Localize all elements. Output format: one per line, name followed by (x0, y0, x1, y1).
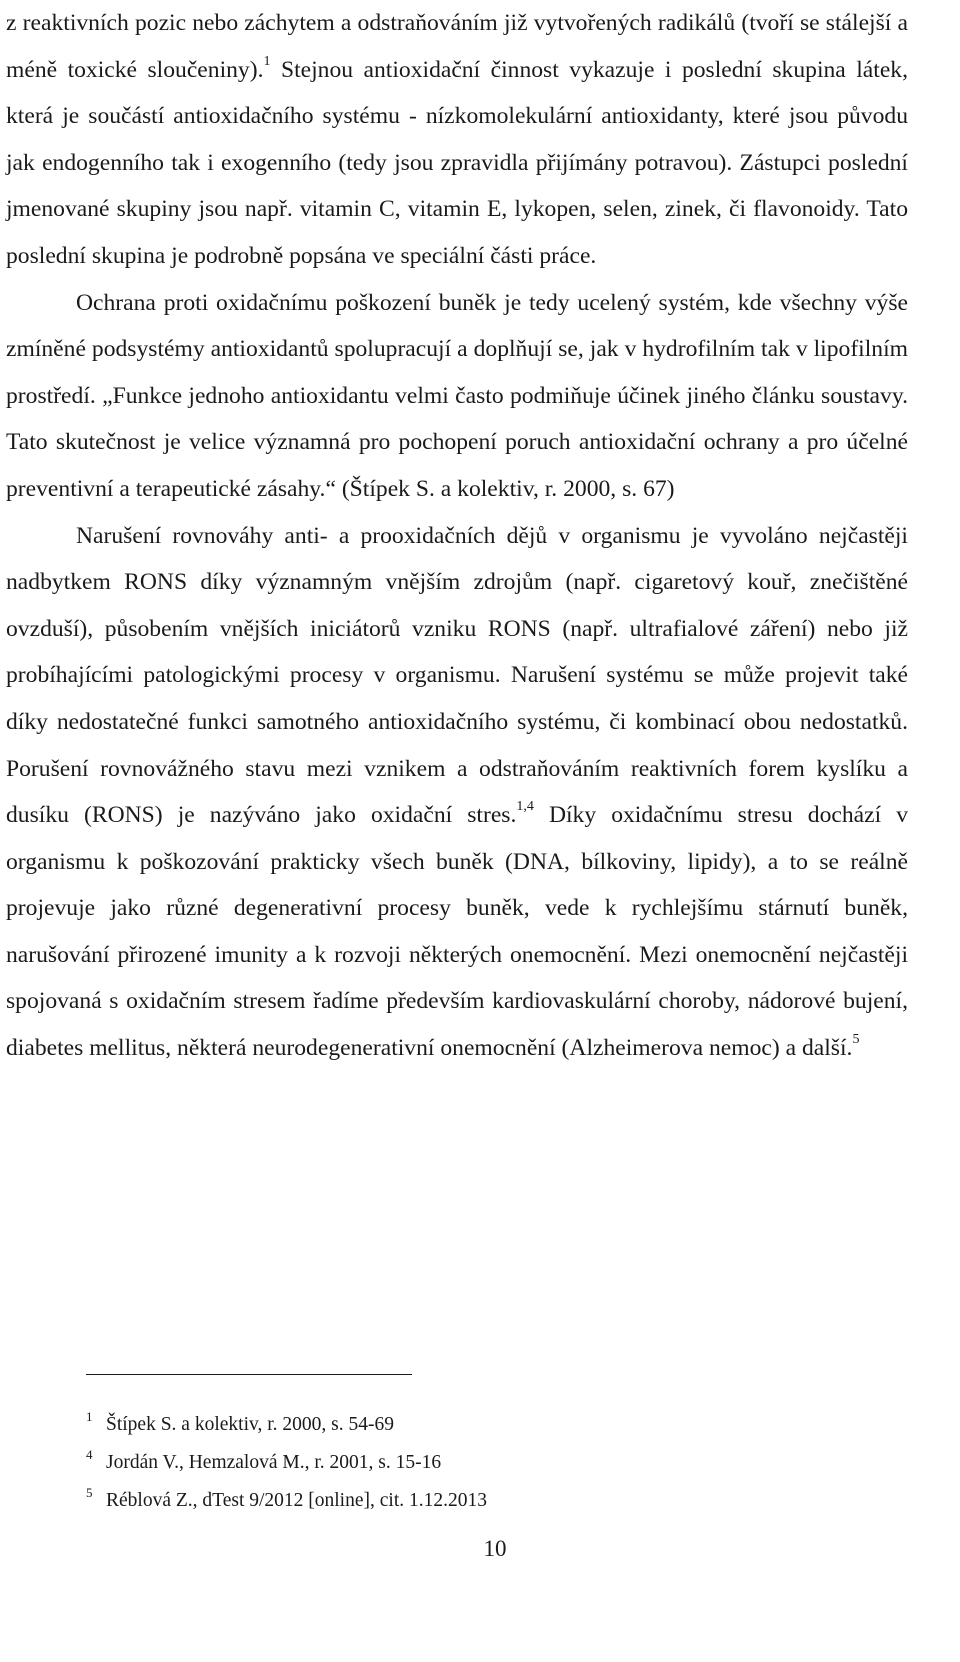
paragraph (6, 280, 908, 513)
footnote-number: 4 (86, 1447, 93, 1462)
paragraph-text: Stejnou antioxidační činnost vykazuje i poslední skupina látek, která je součástí antioxidačního systému - nízkomolekulární antioxidanty, které jsou původu jak endogenního tak i exogenního (tedy jsou zpravidla přijímány potravou). Zástupci poslední jmenované skupiny jsou např. vitamin C, vitamin E, lykopen, selen, zinek, či flavonoidy. Tato poslední skupina je podrobně popsána ve speciální části práce. (6, 56, 909, 269)
footnotes (86, 1404, 786, 1518)
footnote-separator (86, 1374, 412, 1375)
footnote-reference: 5 (852, 1032, 860, 1048)
paragraph-text: Narušení rovnováhy anti- a prooxidačních dějů v organismu je vyvoláno nejčastěji nadbytkem RONS díky významným vnějším zdrojům (např. cigaretový kouř, znečištěné ovzduší), působením vnějších iniciátorů vzniku RONS (např. ultrafialové záření) nebo již probíhajícími patologickými procesy v organismu. Narušení systému se může projevit také díky nedostatečné funkci samotného antioxidačního systému, či kombinací obou nedostatků. Porušení rovnovážného stavu mezi vznikem a odstraňováním reaktivních forem kyslíku a dusíku (RONS) je nazýváno jako oxidační stres. (6, 522, 908, 829)
footnote-text: Štípek S. a kolektiv, r. 2000, s. 54-69 (106, 1414, 394, 1435)
paragraph-text: z reaktivních pozic nebo záchytem a odstraňováním již vytvořených radikálů (tvoří se stálejší a méně toxické sloučeniny). (6, 10, 908, 83)
page-number: 10 (483, 1536, 507, 1561)
footnote-item (86, 1480, 786, 1518)
footnote-reference: 1 (263, 53, 271, 69)
paragraph (6, 0, 908, 280)
footnote-number: 1 (86, 1409, 93, 1424)
footnote-item (86, 1404, 786, 1442)
footnote-text: Réblová Z., dTest 9/2012 [online], cit. 1.12.2013 (106, 1490, 487, 1511)
footnote-text: Jordán V., Hemzalová M., r. 2001, s. 15-16 (106, 1452, 442, 1473)
paragraph-text: Ochrana proti oxidačnímu poškození buněk je tedy ucelený systém, kde všechny výše zmíněné podsystémy antioxidantů spolupracují a doplňují se, jak v hydrofilním tak v lipofilním prostředí. „Funkce jednoho antioxidantu velmi často podmiňuje účinek jiného článku soustavy. Tato skutečnost je velice významná pro pochopení poruch antioxidační ochrany a pro účelné preventivní a terapeutické zásahy.“ (Štípek S. a kolektiv, r. 2000, s. 67) (6, 289, 908, 502)
footnote-reference: 1,4 (516, 799, 534, 815)
paragraph-text: Díky oxidačnímu stresu dochází v organismu k poškozování prakticky všech buněk (DNA, bílkoviny, lipidy), a to se reálně projevuje jako různé degenerativní procesy buněk, vede k rychlejšímu stárnutí buněk, narušování přirozené imunity a k rozvoji některých onemocnění. Mezi onemocnění nejčastěji spojovaná s oxidačním stresem řadíme především kardiovaskulární choroby, nádorové bujení, diabetes mellitus, některá neurodegenerativní onemocnění (Alzheimerova nemoc) a další. (6, 802, 908, 1062)
body-text (6, 0, 908, 1072)
footnote-number: 5 (86, 1485, 93, 1500)
paragraph (6, 513, 908, 1072)
footnote-item (86, 1442, 786, 1480)
